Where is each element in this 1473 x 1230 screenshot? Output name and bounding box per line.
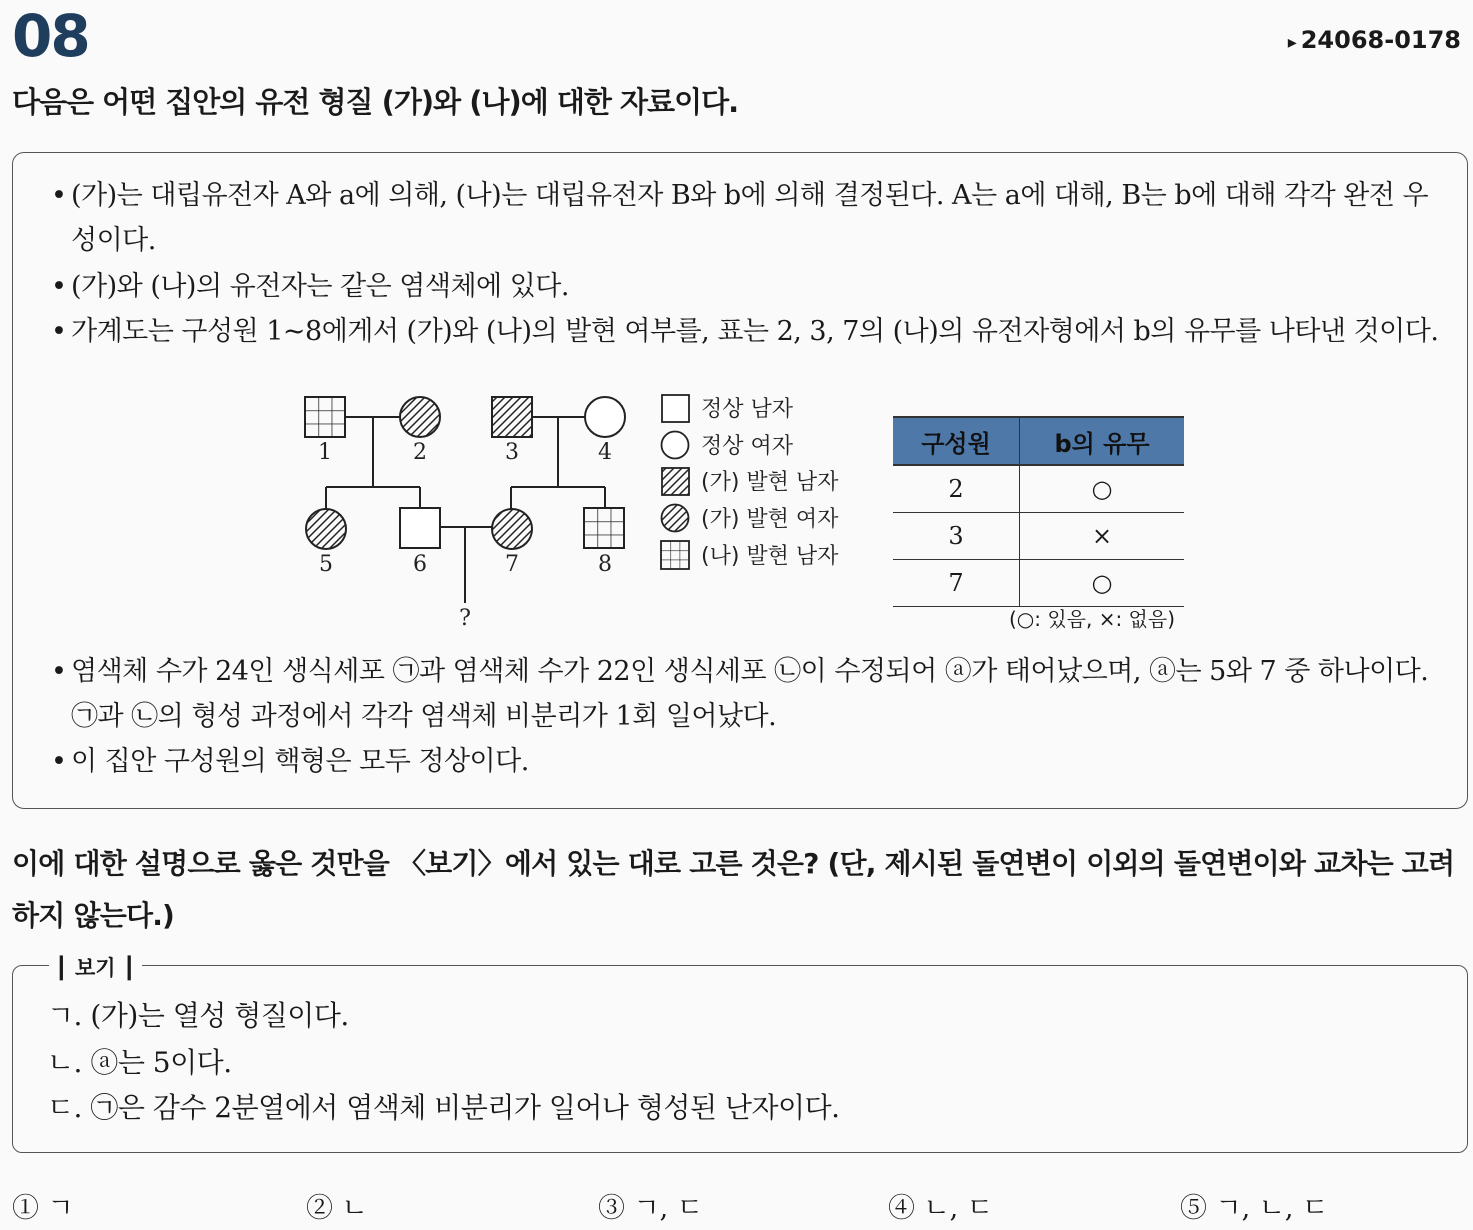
- question-code-text: 24068-0178: [1300, 26, 1461, 54]
- member-label: 6: [413, 552, 427, 577]
- question-number: 08: [12, 2, 89, 70]
- answer-choice-1[interactable]: ① ㄱ: [12, 1193, 74, 1224]
- unknown-child-label: ?: [459, 606, 471, 631]
- question-title: 다음은 어떤 집안의 유전 형질 (가)와 (나)에 대한 자료이다.: [12, 85, 739, 119]
- table-row: [893, 560, 1184, 607]
- bullet-item: • 이 집안 구성원의 핵형은 모두 정상이다.: [51, 746, 529, 777]
- table-header: b의 유무: [1020, 417, 1185, 465]
- data-box: [12, 152, 1468, 809]
- bogi-box: [12, 956, 1468, 1153]
- bogi-item: ㄷ. ㉠은 감수 2분열에서 염색체 비분리가 일어나 형성된 난자이다.: [47, 1091, 840, 1124]
- legend-label: 정상 여자: [701, 434, 794, 459]
- table-cell: ×: [1020, 513, 1185, 560]
- member-1-symbol: [305, 397, 345, 437]
- table-row: [893, 465, 1184, 513]
- member-5-symbol: [306, 509, 346, 549]
- answer-choice-5[interactable]: ⑤ ㄱ, ㄴ, ㄷ: [1180, 1193, 1329, 1224]
- member-label: 2: [413, 440, 427, 465]
- bullet-item: • (가)와 (나)의 유전자는 같은 염색체에 있다.: [51, 271, 569, 302]
- member-4-symbol: [585, 397, 625, 437]
- bogi-label: ┃ 보기 ┃: [49, 952, 142, 982]
- genotype-table: [893, 416, 1184, 607]
- table-header: 구성원: [893, 417, 1020, 465]
- legend-na-male-icon: [661, 541, 689, 569]
- legend-ga-female-icon: [662, 505, 689, 532]
- legend-label: (가) 발현 남자: [701, 470, 839, 495]
- legend-normal-male-icon: [662, 395, 689, 422]
- table-cell: 2: [893, 465, 1020, 513]
- table-row: [893, 513, 1184, 560]
- member-7-symbol: [492, 509, 532, 549]
- legend-label: (나) 발현 남자: [701, 544, 839, 569]
- table-cell: ○: [1020, 560, 1185, 607]
- member-label: 4: [598, 440, 612, 465]
- bogi-item: ㄱ. (가)는 열성 형질이다.: [47, 999, 349, 1032]
- table-cell: 7: [893, 560, 1020, 607]
- bogi-item: ㄴ. ⓐ는 5이다.: [47, 1046, 232, 1079]
- member-label: 3: [505, 440, 519, 465]
- legend-normal-female-icon: [662, 432, 689, 459]
- answer-choice-4[interactable]: ④ ㄴ, ㄷ: [888, 1193, 993, 1224]
- question-text: 이에 대한 설명으로 옳은 것만을 〈보기〉에서 있는 대로 고른 것은? (단, 제시된 돌연변이 이외의 돌연변이와 교차는 고려하지 않는다.): [12, 847, 1455, 932]
- table-note: (○: 있음, ×: 없음): [1009, 607, 1176, 631]
- answer-choice-3[interactable]: ③ ㄱ, ㄷ: [598, 1193, 703, 1224]
- member-label: 7: [505, 552, 519, 577]
- answer-choice-2[interactable]: ② ㄴ: [306, 1193, 368, 1224]
- pedigree-diagram: [13, 153, 873, 633]
- table-cell: 3: [893, 513, 1020, 560]
- member-label: 8: [598, 552, 612, 577]
- question-code: [1288, 26, 1461, 54]
- member-3-symbol: [492, 397, 532, 437]
- member-6-symbol: [400, 508, 440, 548]
- legend-label: (가) 발현 여자: [701, 507, 839, 532]
- member-2-symbol: [400, 397, 440, 437]
- member-8-symbol: [584, 508, 624, 548]
- bullet-item: • (가)는 대립유전자 A와 a에 의해, (나)는 대립유전자 B와 b에 의해 결정된다. A는 a에 대해, B는 b에 대해 각각 완전 우성이다.: [51, 180, 1429, 256]
- bullet-item: • 염색체 수가 24인 생식세포 ㉠과 염색체 수가 22인 생식세포 ㉡이 수정되어 ⓐ가 태어났으며, ⓐ는 5와 7 중 하나이다. ㉠과 ㉡의 형성 과정에서 각각 염색체 비분리가 1회 일어났다.: [51, 656, 1429, 732]
- table-cell: ○: [1020, 465, 1185, 513]
- bullet-item: • 가계도는 구성원 1~8에게서 (가)와 (나)의 발현 여부를, 표는 2, 3, 7의 (나)의 유전자형에서 b의 유무를 나타낸 것이다.: [51, 316, 1439, 347]
- legend-ga-male-icon: [662, 468, 689, 495]
- arrow-icon: ▸: [1287, 32, 1297, 53]
- legend-label: 정상 남자: [701, 397, 794, 422]
- member-label: 5: [319, 552, 333, 577]
- member-label: 1: [318, 440, 332, 465]
